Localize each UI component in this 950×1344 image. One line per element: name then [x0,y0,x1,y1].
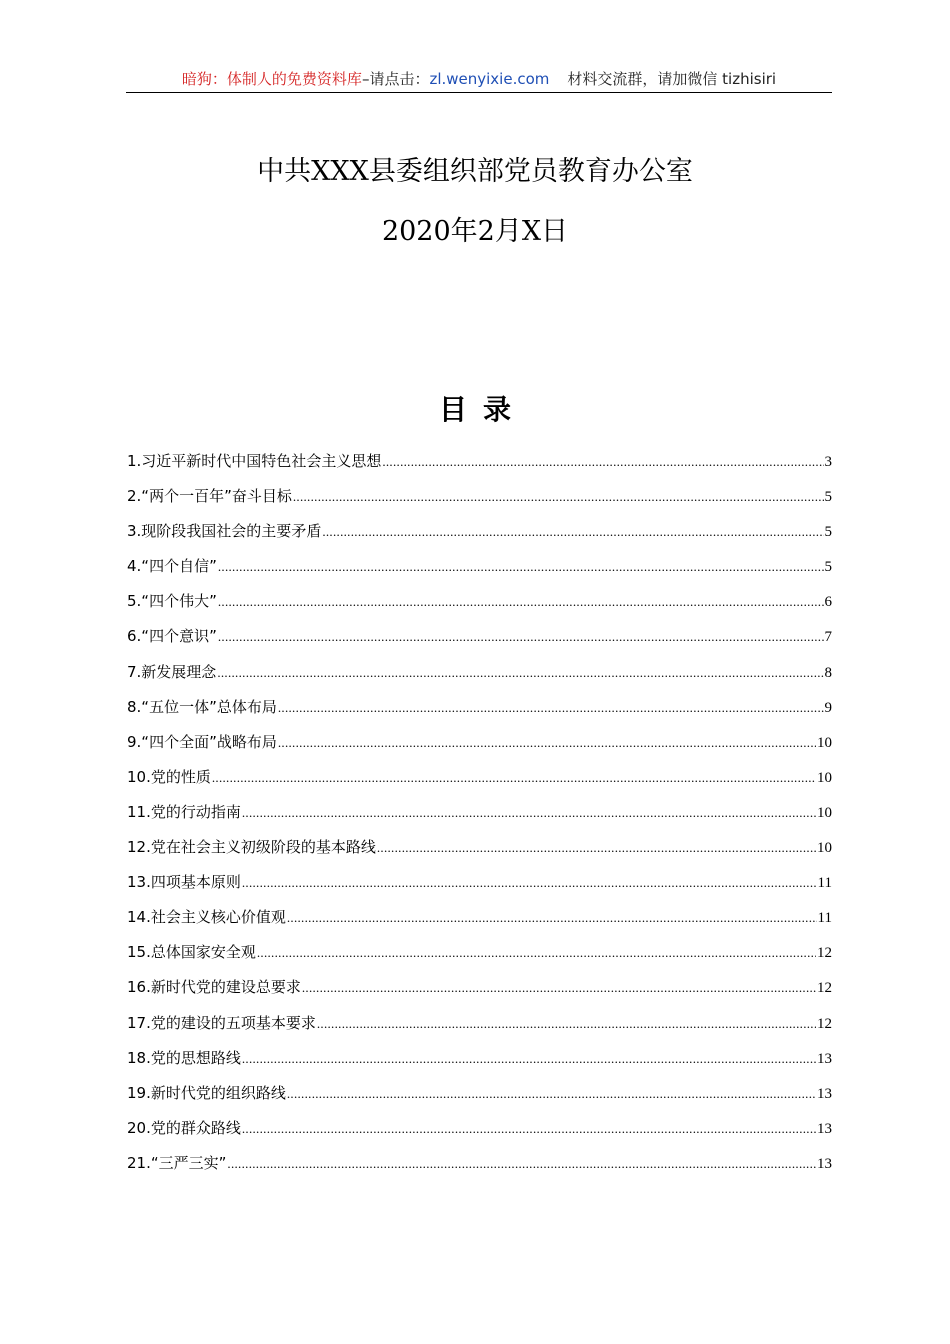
toc-dot-leader [302,975,816,1001]
toc-entry-page-number: 12 [817,1015,832,1032]
toc-dot-leader [317,1011,816,1037]
toc-entry-page-number: 12 [817,980,832,997]
toc-entry-label: 12.党在社会主义初级阶段的基本路线 [127,838,376,857]
toc-dot-leader [242,1046,816,1072]
toc-entry[interactable] [127,483,832,518]
toc-dot-leader [218,589,824,615]
toc-entry-page-number: 6 [824,594,832,611]
toc-entry-page-number: 13 [817,1050,832,1067]
toc-entry[interactable] [127,799,832,834]
toc-entry-page-number: 5 [824,524,832,541]
toc-entry-page-number: 10 [817,804,832,821]
toc-entry-page-number: 13 [817,1085,832,1102]
toc-dot-leader [218,554,824,580]
date-title: 2020年2月X日 [381,216,569,247]
toc-entry-page-number: 13 [817,1120,832,1137]
toc-entry[interactable] [127,834,832,869]
toc-heading: 目录 [438,393,527,426]
header-brand: 暗狗：体制人的免费资料库 [181,70,362,88]
toc-entry-label: 13.四项基本原则 [127,873,241,892]
toc-entry-page-number: 13 [817,1155,832,1172]
toc-entry[interactable] [127,1045,832,1080]
toc-entry[interactable] [127,904,832,939]
toc-entry[interactable] [127,729,832,764]
toc-dot-leader [257,940,816,966]
toc-entry[interactable] [127,1150,832,1185]
header-url-link[interactable]: zl.wenyixie.com [429,70,550,88]
toc-entry-label: 14.社会主义核心价值观 [127,908,286,927]
toc-entry-label: 10.党的性质 [127,767,211,786]
toc-dot-leader [227,1151,816,1177]
toc-entry-page-number: 10 [817,734,832,751]
toc-entry-label: 8.“五位一体”总体布局 [127,697,277,716]
toc-entry-label: 21.“三严三实” [127,1153,227,1172]
toc-dot-leader [242,800,816,826]
toc-entry[interactable] [127,1010,832,1045]
toc-entry-label: 4.“四个自信” [127,557,217,576]
toc-entry[interactable] [127,939,832,974]
toc-entry[interactable] [127,553,832,588]
toc-entry[interactable] [127,623,832,658]
toc-dot-leader [382,449,823,475]
table-of-contents [127,448,832,1185]
toc-dot-leader [278,730,816,756]
toc-dot-leader [212,765,816,791]
toc-dot-leader [287,1081,816,1107]
toc-entry-label: 11.党的行动指南 [127,802,241,821]
toc-entry-page-number: 7 [824,629,832,646]
toc-entry-label: 3.现阶段我国社会的主要矛盾 [127,522,322,541]
toc-entry-page-number: 3 [824,454,832,470]
header-prompt: –请点击： [361,70,430,88]
toc-entry[interactable] [127,974,832,1009]
toc-dot-leader [278,695,824,721]
toc-entry-label: 16.新时代党的建设总要求 [127,978,301,997]
toc-entry-page-number: 10 [817,840,832,857]
toc-dot-leader [242,1116,816,1142]
toc-entry-page-number: 5 [824,559,832,576]
toc-entry-page-number: 9 [824,699,832,716]
toc-entry-label: 6.“四个意识” [127,627,217,646]
toc-entry-label: 18.党的思想路线 [127,1048,241,1067]
toc-entry[interactable] [127,869,832,904]
toc-entry-label: 19.新时代党的组织路线 [127,1083,286,1102]
toc-entry-page-number: 11 [817,910,832,927]
toc-entry-label: 9.“四个全面”战略布局 [127,732,277,751]
toc-entry[interactable] [127,764,832,799]
toc-entry[interactable] [127,1115,832,1150]
toc-entry-page-number: 11 [817,875,832,892]
page-header [126,66,832,93]
toc-entry-label: 15.总体国家安全观 [127,943,256,962]
toc-dot-leader [242,870,817,896]
toc-entry-label: 1.习近平新时代中国特色社会主义思想 [127,452,382,470]
toc-entry-label: 5.“四个伟大” [127,592,217,611]
toc-entry-page-number: 10 [817,769,832,786]
toc-entry-page-number: 8 [824,664,832,681]
toc-entry[interactable] [127,518,832,553]
toc-entry[interactable] [127,694,832,729]
toc-entry[interactable] [127,448,832,483]
toc-dot-leader [322,519,823,545]
toc-entry-label: 2.“两个一百年”奋斗目标 [127,487,292,506]
toc-entry-page-number: 5 [824,489,832,506]
toc-entry[interactable] [127,588,832,623]
toc-entry-label: 17.党的建设的五项基本要求 [127,1013,316,1032]
toc-dot-leader [377,835,816,861]
toc-entry-page-number: 12 [817,945,832,962]
org-title: 中共XXX县委组织部党员教育办公室 [257,156,693,187]
toc-dot-leader [287,905,817,931]
toc-dot-leader [217,660,823,686]
toc-entry-label: 20.党的群众路线 [127,1118,241,1137]
header-note: 材料交流群，请加微信 tizhisiri [567,70,777,88]
toc-entry-label: 7.新发展理念 [127,662,217,681]
toc-dot-leader [293,484,824,510]
toc-entry[interactable] [127,1080,832,1115]
toc-entry[interactable] [127,659,832,694]
toc-dot-leader [218,624,824,650]
